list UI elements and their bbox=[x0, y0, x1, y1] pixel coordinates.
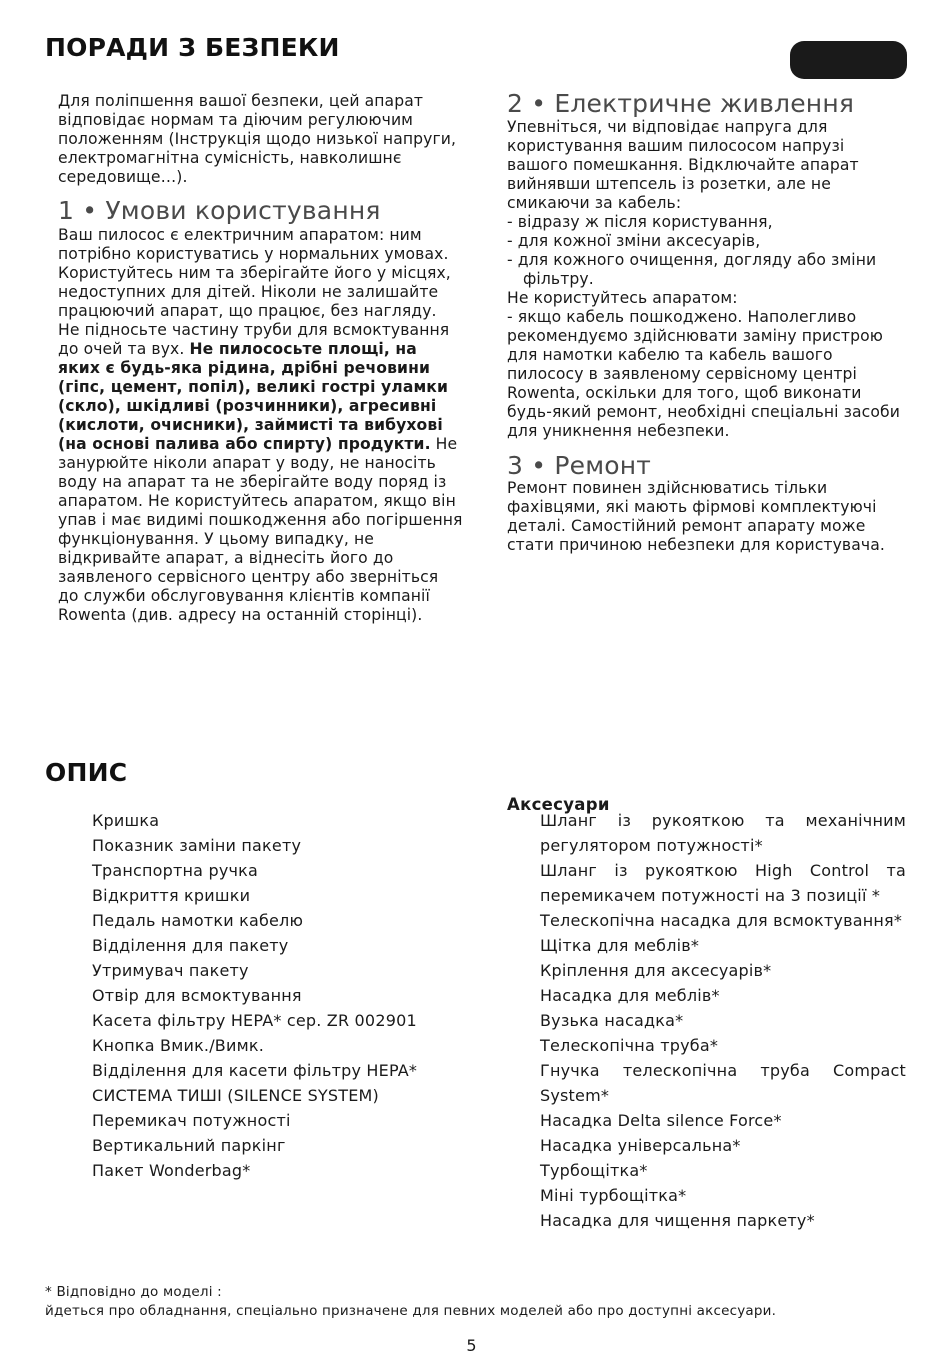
section-1-p3-end: Не занурюйте ніколи апарат у воду, не наносіть воду на апарат та не зберігайте воду поряд із апаратом. Не користуйтесь апаратом, якщо він упав і має видимі пошкодження або погіршення функціонування. У цьому випадку, не відкривайте апарат, а віднесіть його до заявленого сервісного центру або зверніться до служби обслуговування клієнтів компанії Rowenta (див. адресу на останній сторінці). bbox=[58, 435, 463, 624]
accessories-title: Аксесуари bbox=[507, 795, 610, 814]
list-item: Гнучка телескопічна труба Compact System* bbox=[540, 1061, 906, 1105]
section-1-paragraph-2: Користуйтесь ним та зберігайте його у місцях, недоступних для дітей. Ніколи не залишайте працюючий апарат, що працює, без нагляду. bbox=[58, 264, 451, 320]
footnote bbox=[45, 1283, 925, 1321]
section-2-item: - для кожної зміни аксесуарів, bbox=[507, 232, 761, 250]
list-item: Відділення для касети фільтру HEPA* bbox=[92, 1061, 418, 1080]
section-2-item: - відразу ж після користування, bbox=[507, 213, 773, 231]
list-item: Шланг із рукояткою High Control та перемикачем потужності на 3 позиції * bbox=[540, 861, 906, 905]
section-2-item: - для кожного очищення, догляду або зміни фільтру. bbox=[507, 251, 877, 288]
list-item: Транспортна ручка bbox=[92, 861, 259, 880]
list-item: Турбощітка* bbox=[540, 1161, 648, 1180]
page-number: 5 bbox=[466, 1336, 477, 1355]
section-2-paragraph-2: Не користуйтесь апаратом: bbox=[507, 289, 738, 307]
section-3-paragraph-1: Ремонт повинен здійснюватись тільки фахівцями, які мають фірмові комплектуючі деталі. Самостійний ремонт апарату може стати причиною небезпеки для користувача. bbox=[507, 479, 885, 554]
list-item: Міні турбощітка* bbox=[540, 1186, 687, 1205]
section-2-paragraph-1: Упевніться, чи відповідає напруга для користування вашим пилососом напрузі вашого помешкання. Відключайте апарат вийнявши штепсель із розетки, але не смикаючи за кабель: bbox=[507, 118, 859, 212]
list-item: СИСТЕМА ТИШІ (SILENCE SYSTEM) bbox=[92, 1086, 379, 1105]
section-2-body bbox=[507, 118, 907, 441]
list-item: Щітка для меблів* bbox=[540, 936, 700, 955]
language-tab bbox=[790, 41, 907, 79]
footnote-line-2: йдеться про обладнання, спеціально призначене для певних моделей або про доступні аксесуари. bbox=[45, 1303, 777, 1319]
section-1-body bbox=[58, 226, 463, 625]
list-item: Насадка універсальна* bbox=[540, 1136, 741, 1155]
section-3-heading: 3 • Ремонт bbox=[507, 451, 652, 480]
description-list bbox=[92, 808, 482, 1183]
section-3-body bbox=[507, 479, 907, 555]
accessories-list bbox=[540, 808, 906, 1233]
list-item: Відділення для пакету bbox=[92, 936, 289, 955]
list-item: Отвір для всмоктування bbox=[92, 986, 302, 1005]
list-item: Педаль намотки кабелю bbox=[92, 911, 304, 930]
list-item: Телескопічна насадка для всмоктування* bbox=[540, 911, 903, 930]
list-item: Касета фільтру HEPA* сер. ZR 002901 bbox=[92, 1011, 417, 1030]
section-1-paragraph-1: Ваш пилосос є електричним апаратом: ним потрібно користуватись у нормальних умовах. bbox=[58, 226, 449, 263]
list-item: Насадка Delta silence Force* bbox=[540, 1111, 782, 1130]
section-2-heading: 2 • Електричне живлення bbox=[507, 89, 855, 118]
list-item: Кнопка Вмик./Вимк. bbox=[92, 1036, 265, 1055]
section-1-heading: 1 • Умови користування bbox=[58, 196, 381, 225]
section-2-paragraph-3: - якщо кабель пошкоджено. Наполегливо рекомендуємо здійснювати заміну пристрою для намотки кабелю та кабель вашого пилососу в заявленому сервісному центрі Rowenta, оскільки для того, щоб виконати будь-який ремонт, необхідні спеціальні засоби для уникнення небезпеки. bbox=[507, 308, 900, 440]
list-item: Вертикальний паркінг bbox=[92, 1136, 286, 1155]
list-item: Телескопічна труба* bbox=[540, 1036, 719, 1055]
list-item: Перемикач потужності bbox=[92, 1111, 291, 1130]
list-item: Насадка для чищення паркету* bbox=[540, 1211, 815, 1230]
list-item: Шланг із рукояткою та механічним регулятором потужності* bbox=[540, 811, 906, 855]
safety-left-column bbox=[58, 92, 463, 187]
list-item: Кришка bbox=[92, 811, 160, 830]
list-item: Насадка для меблів* bbox=[540, 986, 720, 1005]
list-item: Кріплення для аксесуарів* bbox=[540, 961, 772, 980]
description-title: ОПИС bbox=[45, 758, 128, 787]
list-item: Утримувач пакету bbox=[92, 961, 249, 980]
intro-paragraph: Для поліпшення вашої безпеки, цей апарат відповідає нормам та діючим регулюючим положенням (Інструкція щодо низької напруги, електромагнітна сумісність, навколишнє середовище…). bbox=[58, 92, 457, 186]
list-item: Відкриття кришки bbox=[92, 886, 251, 905]
list-item: Вузька насадка* bbox=[540, 1011, 684, 1030]
footnote-line-1: * Відповідно до моделі : bbox=[45, 1284, 222, 1300]
page-title: ПОРАДИ З БЕЗПЕКИ bbox=[45, 33, 340, 62]
section-1-warning: Не пилососьте площі, на яких є будь-яка рідина, дрібні речовини (гіпс, цемент, попіл), великі гострі уламки (скло), шкідливі (розчинники), агресивні (кислоти, очисники), займисті та вибухові (на основі палива або спирту) продукти. bbox=[58, 340, 449, 453]
list-item: Показник заміни пакету bbox=[92, 836, 302, 855]
section-1-paragraph-3 bbox=[58, 321, 463, 625]
section-1-p3-start: Не підносьте частину труби для всмоктування до очей та вух. bbox=[58, 321, 450, 358]
list-item: Пакет Wonderbag* bbox=[92, 1161, 251, 1180]
